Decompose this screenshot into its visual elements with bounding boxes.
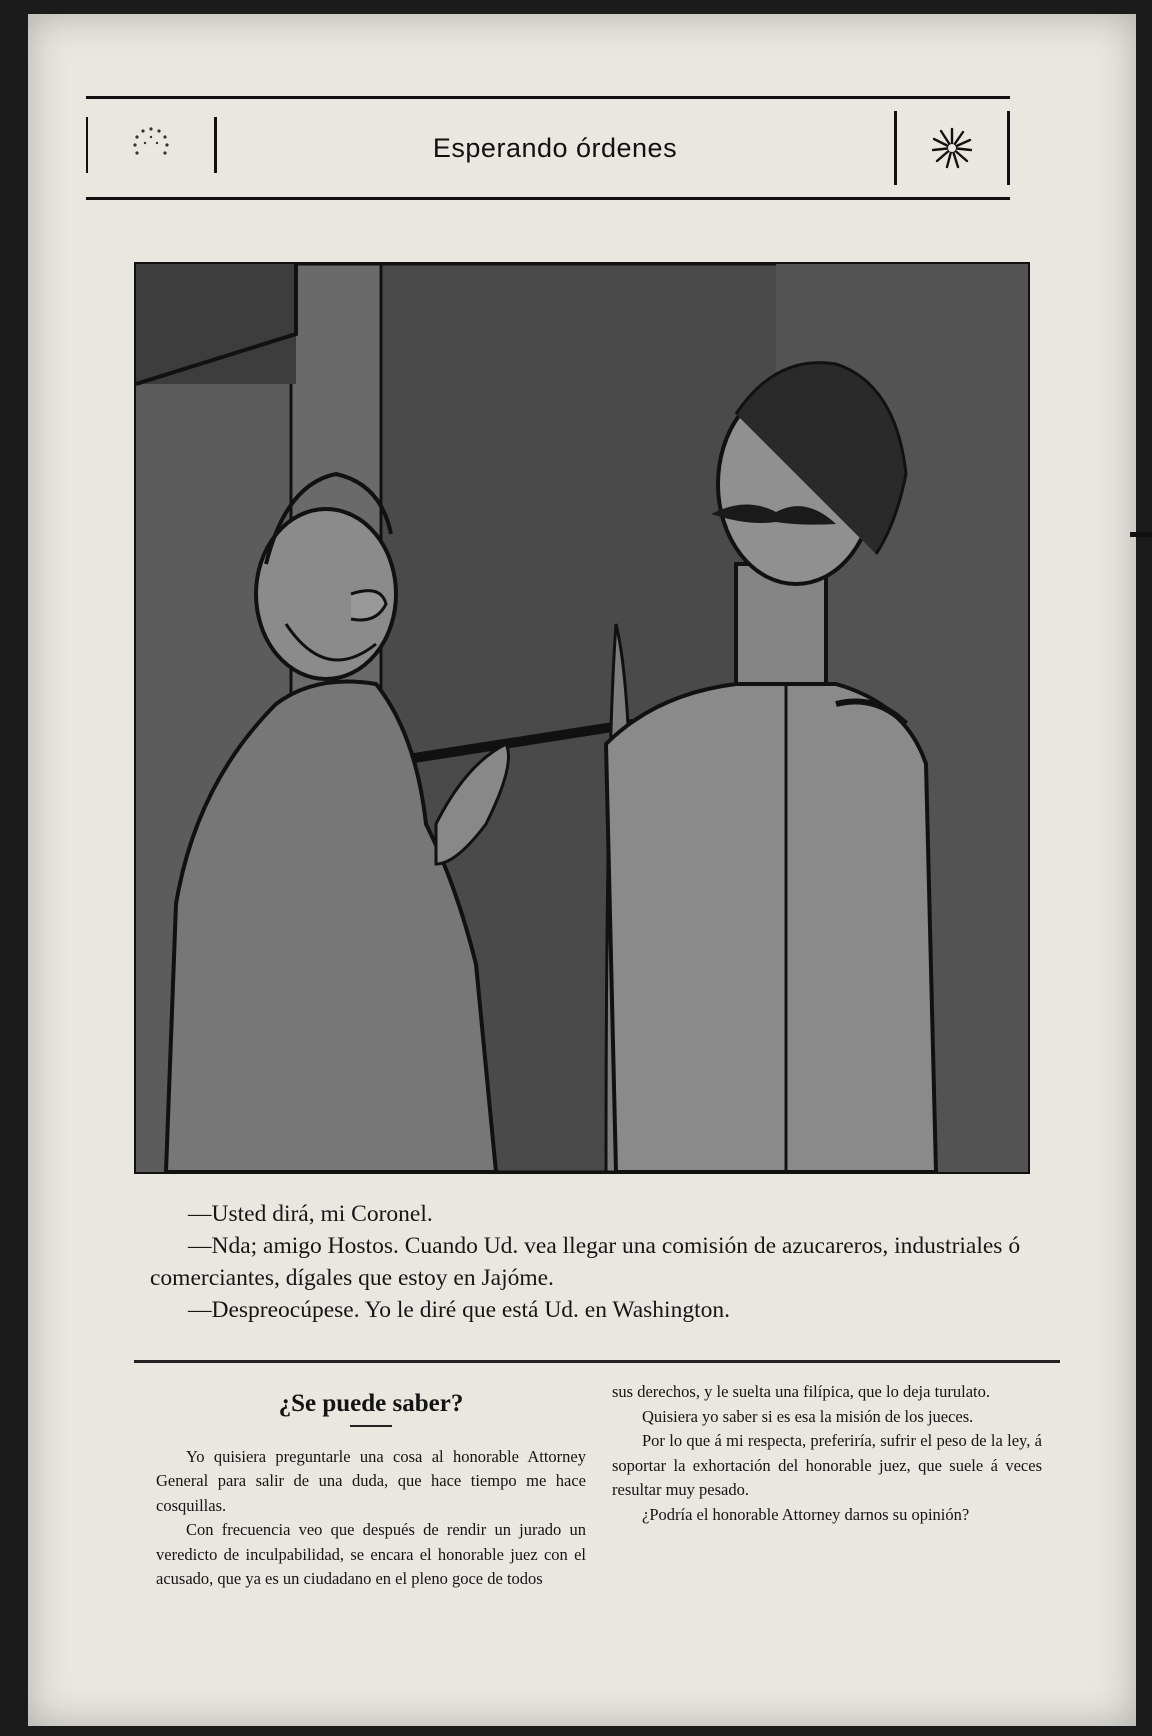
caption-line-1: —Usted dirá, mi Coronel. (188, 1201, 433, 1227)
cartoon-illustration-art (136, 264, 1028, 1172)
sunburst-dots-icon (129, 123, 173, 167)
illustration-caption (150, 1198, 1068, 1326)
article-title: ¿Se puede saber? (278, 1390, 464, 1417)
article-paragraph-3: Quisiera yo saber si es esa la misión de los jueces. (642, 1406, 974, 1426)
article-paragraph-1: Yo quisiera preguntarle una cosa al honorable Attorney General para salir de una duda, que hace tiempo me hace cosquillas. (156, 1446, 586, 1515)
article-left-column (156, 1380, 586, 1592)
caption-line-2: —Nda; amigo Hostos. Cuando Ud. vea llegar una comisión de azucareros, industriales ó comerciantes, dígales que estoy en Jajóme. (150, 1233, 1021, 1291)
article-continuation: sus derechos, y le suelta una filípica, que lo deja turulato. (612, 1382, 991, 1401)
article-paragraph-4: Por lo que á mi respecta, preferiría, sufrir el peso de la ley, á soportar la exhortación del honorable juez, que suele á veces resultar muy pesado. (612, 1431, 1042, 1499)
section-header (86, 96, 1010, 200)
section-divider (134, 1360, 1060, 1363)
article-paragraph-5: ¿Podría el honorable Attorney darnos su opinión? (642, 1504, 970, 1524)
article-paragraph-2: Con frecuencia veo que después de rendir un jurado un veredicto de inculpabilidad, se encara el honorable juez con el acusado, que ya es un ciudadano en el pleno goce de todos (156, 1520, 586, 1588)
sunburst-rosette-icon (929, 125, 975, 171)
caption-line-3: —Despreocúpese. Yo le diré que está Ud. en Washington. (188, 1297, 730, 1323)
header-title: Esperando órdenes (432, 132, 678, 163)
header-right-ornament (894, 111, 1010, 185)
header-left-ornament (86, 117, 217, 173)
article-right-column (612, 1380, 1042, 1527)
margin-mark (1130, 532, 1152, 537)
title-separator (350, 1425, 392, 1427)
cartoon-illustration (134, 262, 1030, 1174)
